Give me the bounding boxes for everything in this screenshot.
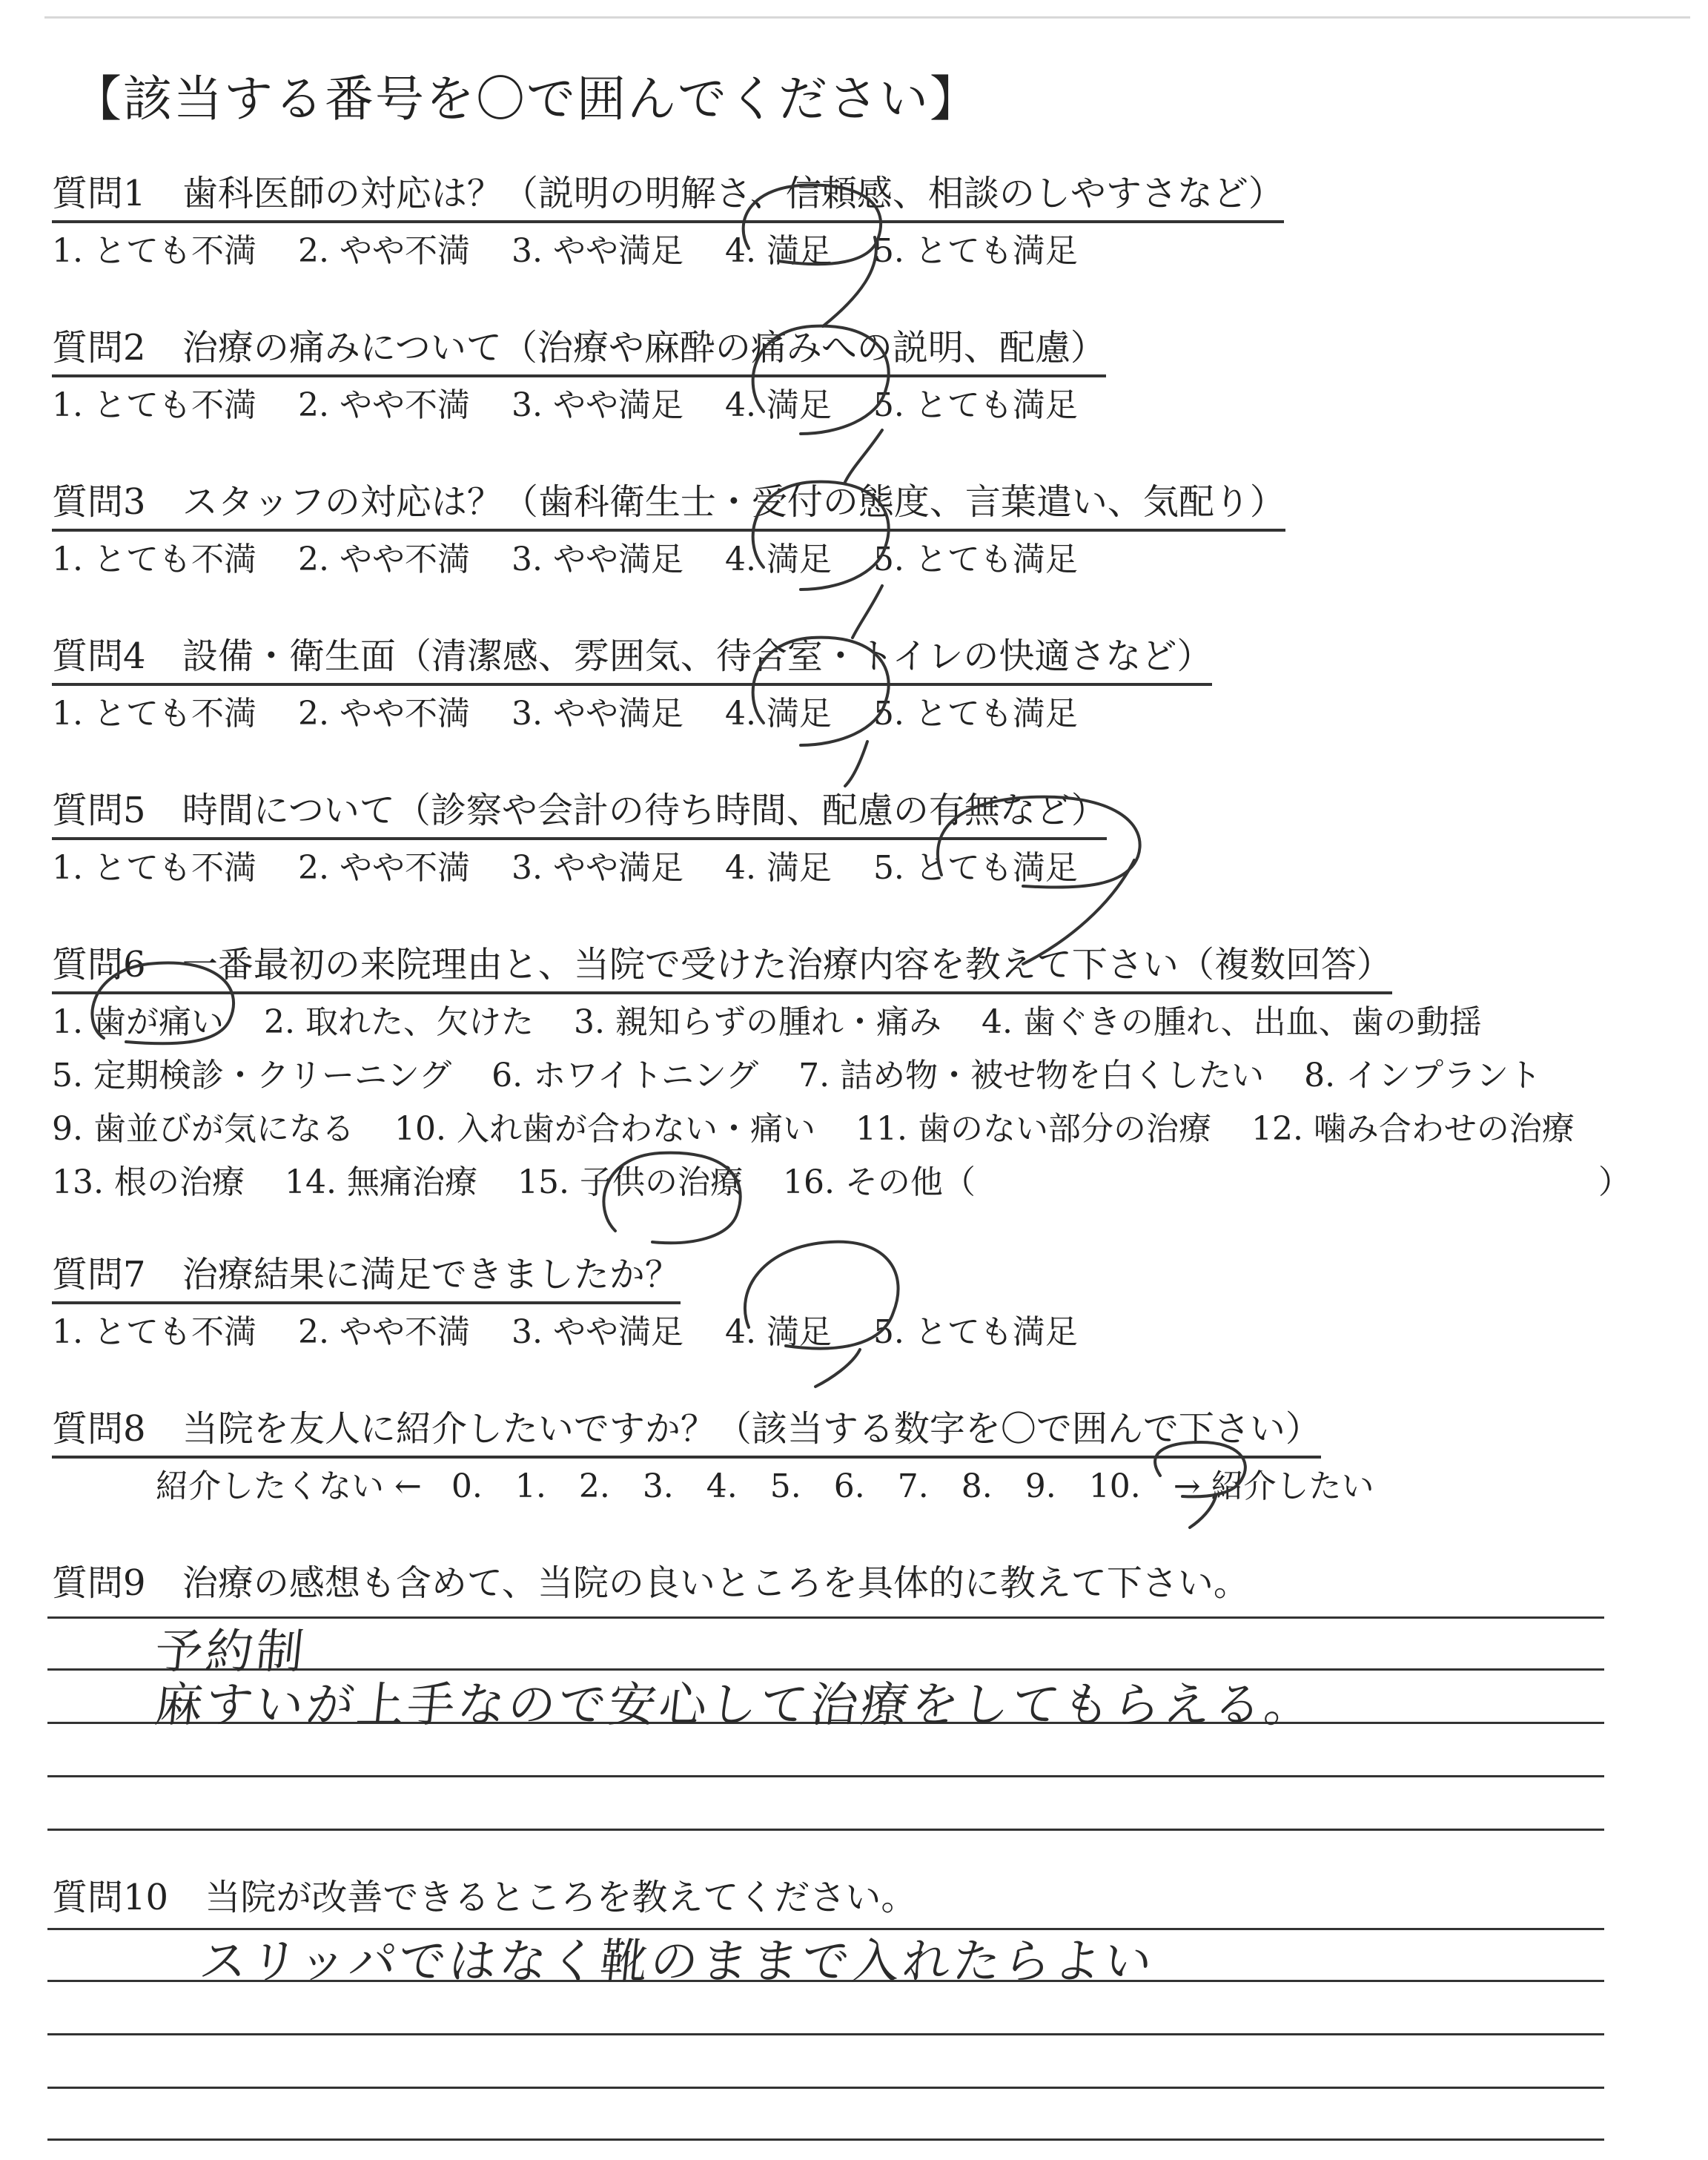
question-7-text: 治療結果に満足できましたか？ — [182, 1254, 681, 1295]
q6-option-1[interactable]: 1. 歯が痛い — [52, 1003, 224, 1041]
q6-option-1-selection-circle — [92, 962, 234, 1043]
q3-selection-circle — [753, 482, 889, 589]
q3-option-3[interactable]: 3. やや満足 — [511, 541, 683, 578]
q1-option-2[interactable]: 2. やや不満 — [297, 232, 470, 270]
question-7-label: 質問7 — [52, 1254, 146, 1295]
q7-option-5[interactable]: 5. とても満足 — [873, 1313, 1078, 1351]
q8-scale-9[interactable]: 9. — [1025, 1467, 1056, 1505]
question-3-label: 質問3 — [52, 481, 146, 523]
q5-option-2[interactable]: 2. やや不満 — [297, 849, 470, 887]
q3-option-5[interactable]: 5. とても満足 — [873, 541, 1078, 578]
q5-option-3[interactable]: 3. やや満足 — [511, 849, 683, 887]
question-6-text: 一番最初の来院理由と、当院で受けた治療内容を教えて下さい（複数回答） — [182, 944, 1392, 985]
q6-option-12[interactable]: 12. 噛み合わせの治療 — [1251, 1110, 1575, 1148]
q6-option-5[interactable]: 5. 定期検診・クリーニング — [52, 1057, 452, 1094]
q7-selection-circle — [745, 1242, 898, 1349]
q8-scale-6[interactable]: 6. — [833, 1467, 865, 1505]
q5-selection-circle — [938, 797, 1140, 888]
q6-other-close-paren: ） — [1598, 1163, 1631, 1201]
q2-option-2[interactable]: 2. やや不満 — [297, 386, 470, 424]
q6-option-8[interactable]: 8. インプラント — [1304, 1057, 1542, 1094]
q6-option-15-selection-circle — [603, 1153, 740, 1244]
q8-scale-4[interactable]: 4. — [706, 1467, 738, 1505]
question-4-label: 質問4 — [52, 635, 146, 677]
q8-scale-5[interactable]: 5. — [769, 1467, 801, 1505]
q7-option-3[interactable]: 3. やや満足 — [511, 1313, 683, 1351]
q6-option-10[interactable]: 10. 入れ歯が合わない・痛い — [394, 1110, 815, 1148]
q6-option-9[interactable]: 9. 歯並びが気になる — [52, 1110, 354, 1148]
q7-option-4[interactable]: 4. 満足 — [724, 1313, 832, 1351]
question-2-text: 治療の痛みについて（治療や麻酔の痛みへの説明、配慮） — [182, 327, 1106, 369]
q1-selection-circle — [744, 185, 881, 264]
q1-option-3[interactable]: 3. やや満足 — [511, 232, 683, 270]
q6-connector-stroke — [1023, 860, 1134, 964]
q6-option-13[interactable]: 13. 根の治療 — [52, 1163, 245, 1201]
q2-option-5[interactable]: 5. とても満足 — [873, 386, 1078, 424]
q6-option-4[interactable]: 4. 歯ぐきの腫れ、出血、歯の動揺 — [981, 1003, 1482, 1041]
q8-right-label: → 紹介したい — [1173, 1467, 1374, 1505]
question-9-label: 質問9 — [52, 1562, 146, 1604]
q6-option-14[interactable]: 14. 無痛治療 — [284, 1163, 477, 1201]
q10-handwritten-answer: スリッパではなく靴のままで入れたらよい — [196, 1935, 1158, 1989]
question-4-text: 設備・衛生面（清潔感、雰囲気、待合室・トイレの快適さなど） — [182, 635, 1213, 677]
question-1-text: 歯科医師の対応は？（説明の明解さ、信頼感、相談のしやすさなど） — [182, 173, 1284, 214]
q6-option-15[interactable]: 15. 子供の治療 — [517, 1163, 743, 1201]
q6-option-11[interactable]: 11. 歯のない部分の治療 — [855, 1110, 1211, 1148]
q2-selection-circle — [753, 326, 889, 434]
q1-option-5[interactable]: 5. とても満足 — [873, 232, 1078, 270]
question-1-label: 質問1 — [52, 173, 146, 214]
q4-connector-stroke — [853, 586, 882, 638]
q6-option-6[interactable]: 6. ホワイトニング — [491, 1057, 759, 1094]
question-10-label: 質問10 — [52, 1877, 169, 1918]
q5-option-4[interactable]: 4. 満足 — [724, 849, 832, 887]
q8-connector-stroke — [1190, 1496, 1216, 1527]
q3-option-2[interactable]: 2. やや不満 — [297, 541, 470, 578]
q2-option-1[interactable]: 1. とても不満 — [52, 386, 256, 424]
q6-option-16-other[interactable]: 16. その他（ — [782, 1163, 976, 1201]
q4-option-3[interactable]: 3. やや満足 — [511, 695, 683, 733]
q7-option-2[interactable]: 2. やや不満 — [297, 1313, 470, 1351]
question-8-label: 質問8 — [52, 1408, 146, 1450]
q9-handwritten-answer-line-1: 予約制 — [152, 1625, 310, 1680]
q8-left-label: 紹介したくない ← — [156, 1467, 422, 1505]
q8-scale-1[interactable]: 1. — [514, 1467, 546, 1505]
question-8-text: 当院を友人に紹介したいですか？（該当する数字を〇で囲んで下さい） — [182, 1408, 1321, 1450]
q6-option-2[interactable]: 2. 取れた、欠けた — [263, 1003, 534, 1041]
q8-scale-10[interactable]: 10. — [1088, 1467, 1141, 1505]
q3-connector-stroke — [845, 430, 882, 482]
q8-scale-8[interactable]: 8. — [961, 1467, 993, 1505]
q1-option-1[interactable]: 1. とても不満 — [52, 232, 256, 270]
q8-scale-7[interactable]: 7. — [897, 1467, 929, 1505]
question-2-label: 質問2 — [52, 327, 146, 369]
q8-scale-3[interactable]: 3. — [642, 1467, 674, 1505]
q4-option-4[interactable]: 4. 満足 — [724, 695, 832, 733]
q2-option-4[interactable]: 4. 満足 — [724, 386, 832, 424]
q3-option-4[interactable]: 4. 満足 — [724, 541, 832, 578]
q5-option-5[interactable]: 5. とても満足 — [873, 849, 1078, 887]
q4-option-5[interactable]: 5. とても満足 — [873, 695, 1078, 733]
q5-option-1[interactable]: 1. とても不満 — [52, 849, 256, 887]
q5-connector-stroke — [845, 742, 867, 786]
q4-option-2[interactable]: 2. やや不満 — [297, 695, 470, 733]
question-10-text: 当院が改善できるところを教えてください。 — [205, 1877, 917, 1918]
question-6-label: 質問6 — [52, 944, 146, 985]
q7-connector-stroke — [815, 1350, 860, 1387]
question-3-text: スタッフの対応は？（歯科衛生士・受付の態度、言葉遣い、気配り） — [182, 481, 1285, 523]
q6-option-3[interactable]: 3. 親知らずの腫れ・痛み — [573, 1003, 941, 1041]
q8-scale-2[interactable]: 2. — [578, 1467, 610, 1505]
form-instruction-header: 【該当する番号を〇で囲んでください】 — [73, 70, 980, 128]
question-9-text: 治療の感想も含めて、当院の良いところを具体的に教えて下さい。 — [182, 1562, 1249, 1604]
q1-option-4[interactable]: 4. 満足 — [724, 232, 832, 270]
question-5-label: 質問5 — [52, 790, 146, 831]
q2-option-3[interactable]: 3. やや満足 — [511, 386, 683, 424]
q8-selection-circle — [1155, 1442, 1245, 1496]
q6-option-7[interactable]: 7. 詰め物・被せ物を白くしたい — [798, 1057, 1265, 1094]
q7-option-1[interactable]: 1. とても不満 — [52, 1313, 256, 1351]
q3-option-1[interactable]: 1. とても不満 — [52, 541, 256, 578]
q8-scale-0[interactable]: 0. — [451, 1467, 483, 1505]
q9-handwritten-answer-line-2: 麻すいが上手なので安心して治療をしてもらえる。 — [152, 1678, 1318, 1733]
q4-option-1[interactable]: 1. とても不満 — [52, 695, 256, 733]
question-5-text: 時間について（診察や会計の待ち時間、配慮の有無など） — [182, 790, 1107, 831]
q4-selection-circle — [753, 638, 889, 745]
